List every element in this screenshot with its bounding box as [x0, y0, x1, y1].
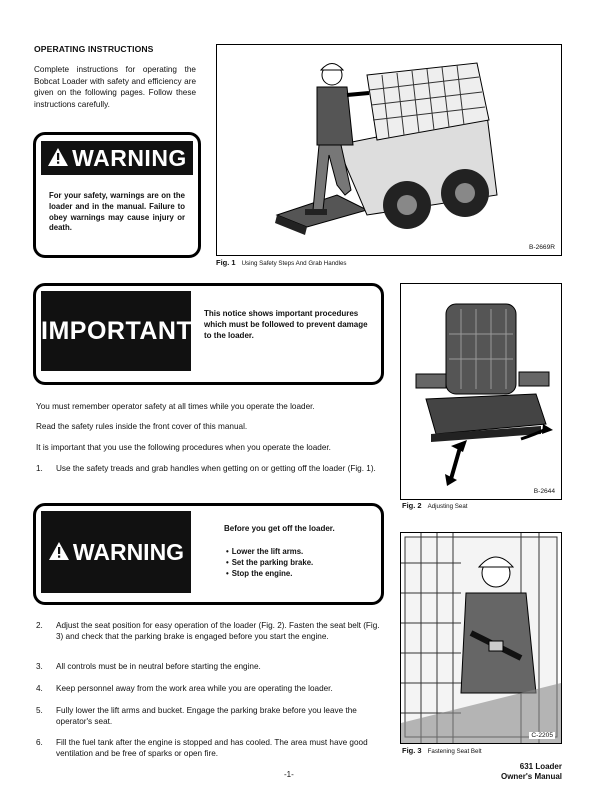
warning-list-item: • Set the parking brake. [226, 557, 313, 568]
warning-banner [41, 141, 193, 175]
figure-2-caption [402, 501, 468, 510]
warning-list-item: • Lower the lift arms. [226, 546, 313, 557]
figure-2-number: Fig. 2 [402, 501, 422, 510]
figure-1-caption-text: Using Safety Steps And Grab Handles [241, 260, 347, 267]
list-number: 5. [36, 706, 43, 715]
intro-paragraph: Complete instructions for operating the Bobcat Loader with safety and efficiency are given on the following pages. Follow these instructions carefully. [34, 65, 196, 109]
figure-1-caption [216, 258, 347, 267]
figure-3-number: Fig. 3 [402, 746, 422, 755]
figure-2-code: B-2644 [533, 488, 555, 495]
figure-2-caption-text: Adjusting Seat [427, 503, 468, 510]
section-heading: OPERATING INSTRUCTIONS [34, 44, 154, 54]
model-name: 631 Loader [519, 762, 562, 771]
figure-3-caption [402, 746, 482, 755]
figure-1-number: Fig. 1 [216, 258, 236, 267]
important-box [33, 283, 384, 385]
figure-3-seatbelt-illustration [400, 532, 562, 744]
warning-list-item: • Stop the engine. [226, 568, 313, 579]
warning-box [33, 132, 201, 258]
list-text: Fill the fuel tank after the engine is stopped and has cooled. The area must have good ventilation and be free of sparks or open fire. [56, 738, 368, 759]
seat-illustration [401, 284, 561, 499]
figure-3-caption-text: Fastening Seat Belt [427, 748, 482, 755]
warning-triangle-icon [47, 147, 69, 167]
warning-label: WARNING [72, 145, 187, 171]
paragraph: You must remember operator safety at all times while you operate the loader. [36, 402, 315, 411]
seatbelt-illustration [401, 533, 561, 743]
warning-title: Before you get off the loader. [224, 524, 335, 533]
list-text: Fully lower the lift arms and bucket. Engage the parking brake before you leave the operator's seat. [56, 706, 357, 727]
list-number: 3. [36, 662, 43, 671]
warning-box-2 [33, 503, 384, 605]
list-text: Use the safety treads and grab handles when getting on or getting off the loader (Fig. 1). [56, 464, 376, 473]
figure-1-code: B-2669R [528, 244, 555, 251]
warning-triangle-icon [48, 541, 70, 561]
figure-3-code: C-2205 [531, 732, 553, 739]
list-text: Keep personnel away from the work area while you are operating the loader. [56, 684, 333, 693]
manual-footer [501, 762, 562, 782]
warning-banner-2 [41, 511, 191, 593]
important-text: This notice shows important procedures which must be followed to prevent damage to the loader. [204, 309, 368, 340]
list-number: 6. [36, 738, 43, 747]
paragraph: It is important that you use the following procedures when you operate the loader. [36, 443, 331, 452]
loader-illustration [217, 45, 561, 255]
warning-text: For your safety, warnings are on the loader and in the manual. Failure to obey warnings may cause injury or death. [49, 191, 185, 233]
manual-name: Owner's Manual [500, 772, 562, 781]
list-number: 2. [36, 621, 43, 630]
warning-list [216, 546, 313, 579]
page-number: -1- [284, 770, 294, 779]
paragraph: Read the safety rules inside the front cover of this manual. [36, 422, 248, 431]
list-text: All controls must be in neutral before starting the engine. [56, 662, 261, 671]
warning-label-2: WARNING [72, 539, 185, 565]
figure-1-loader-illustration [216, 44, 562, 256]
important-banner: IMPORTANT [41, 291, 191, 371]
list-number: 4. [36, 684, 43, 693]
list-text: Adjust the seat position for easy operation of the loader (Fig. 2). Fasten the seat belt (Fig. 3) and check that the parking brake is engaged before you start the engine. [56, 621, 380, 642]
figure-2-seat-illustration [400, 283, 562, 500]
list-number: 1. [36, 464, 43, 473]
